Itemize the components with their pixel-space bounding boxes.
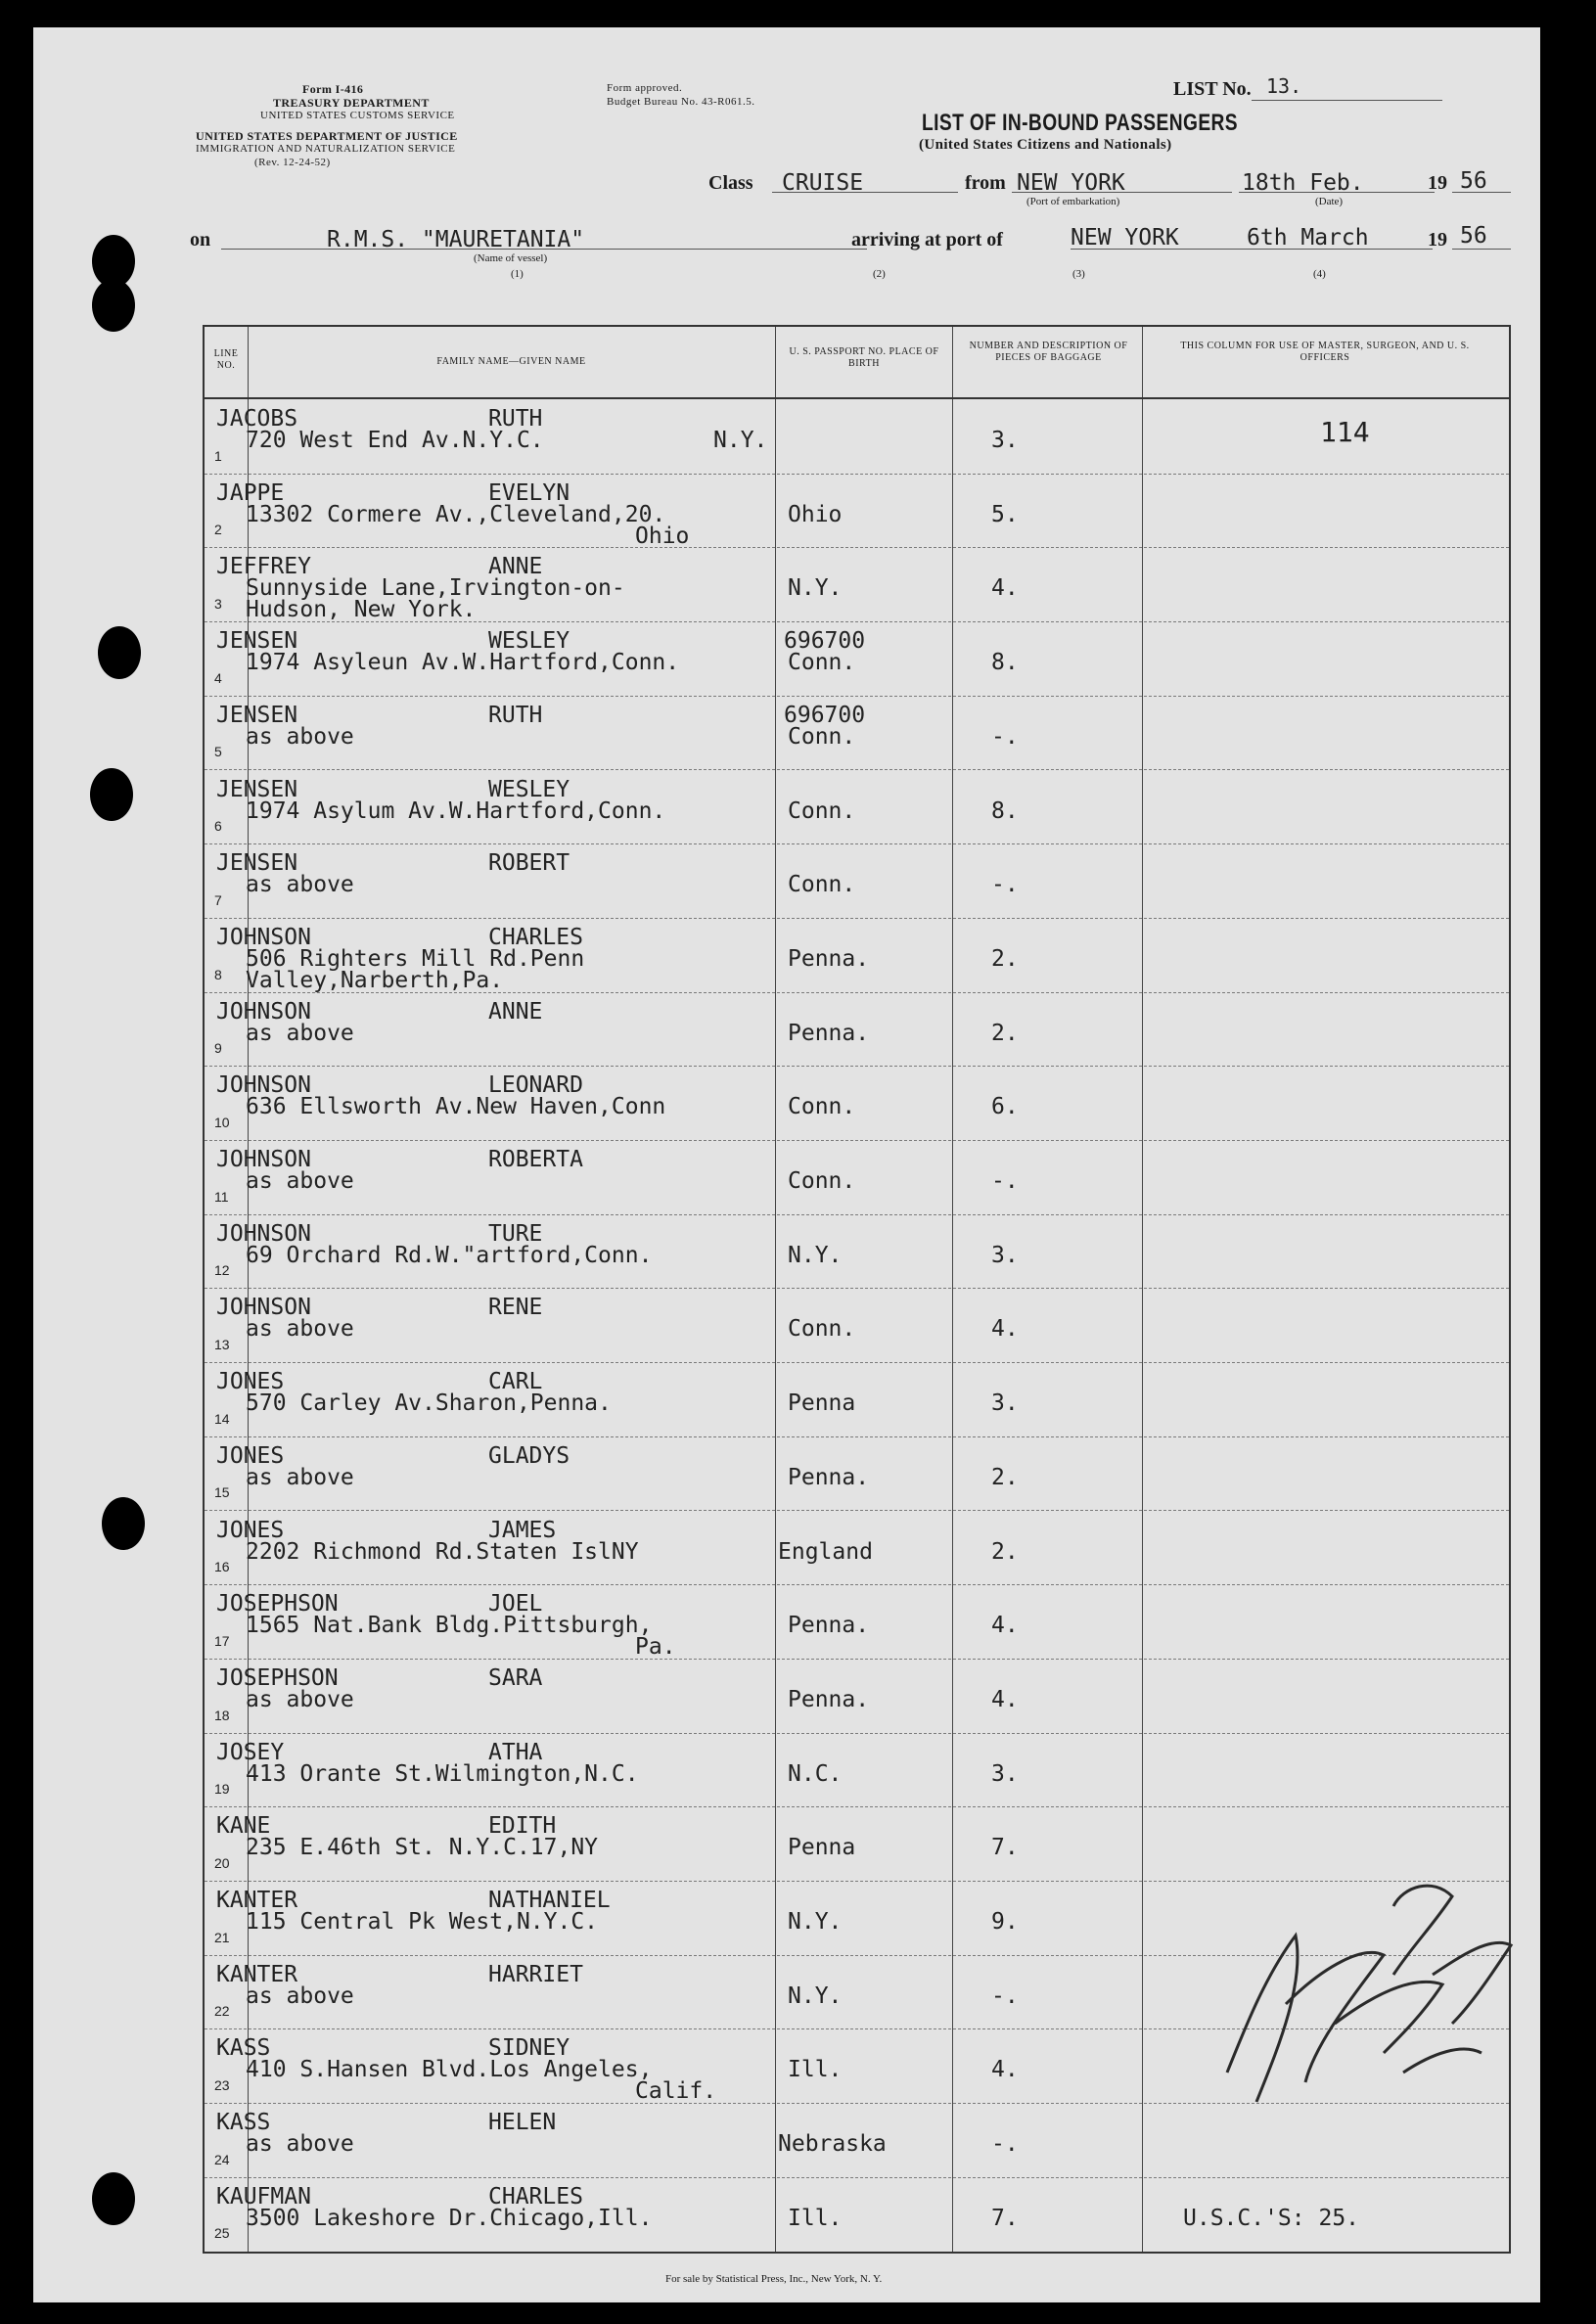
form-number: Form I-416: [302, 82, 364, 96]
baggage-count: 3.: [991, 1242, 1019, 1268]
given-name: NATHANIEL: [488, 1888, 611, 1913]
table-row: [205, 1288, 1509, 1362]
line-number: 24: [214, 2151, 230, 2167]
baggage-count: -.: [991, 723, 1019, 750]
given-name: CHARLES: [488, 2183, 583, 2210]
line-number: 7: [214, 891, 222, 908]
address-line-1: 410 S.Hansen Blvd.Los Angeles,: [246, 2057, 653, 2083]
baggage-count: 4.: [991, 1613, 1019, 1639]
baggage-count: 4.: [991, 2057, 1019, 2083]
family-name: JONES: [216, 1517, 285, 1543]
baggage-count: 4.: [991, 1686, 1019, 1712]
customs-label: UNITED STATES CUSTOMS SERVICE: [260, 110, 455, 121]
table-row: [205, 1436, 1509, 1511]
vessel-caption: (Name of vessel): [474, 252, 548, 264]
place-of-birth: Penna.: [788, 1464, 870, 1490]
ins-label: IMMIGRATION AND NATURALIZATION SERVICE: [196, 143, 456, 155]
line-number: 3: [214, 596, 222, 613]
punch-hole: [92, 2172, 135, 2225]
table-row: [205, 1362, 1509, 1436]
table-row: [205, 918, 1509, 992]
given-name: GLADYS: [488, 1442, 570, 1469]
family-name: JENSEN: [216, 628, 298, 655]
col-header-name: FAMILY NAME—GIVEN NAME: [436, 356, 586, 367]
given-name: ATHA: [488, 1739, 543, 1765]
family-name: KANTER: [216, 1888, 298, 1913]
line-number: 4: [214, 669, 222, 686]
line-number: 9: [214, 1040, 222, 1057]
given-name: ANNE: [488, 554, 543, 580]
place-of-birth: Penna.: [788, 1686, 870, 1712]
address-line-1: 69 Orchard Rd.W."artford,Conn.: [246, 1242, 653, 1268]
baggage-count: 5.: [991, 501, 1019, 527]
line-number: 16: [214, 1559, 230, 1575]
place-of-birth: England: [778, 1538, 873, 1565]
baggage-count: 8.: [991, 650, 1019, 676]
given-name: ROBERT: [488, 850, 570, 877]
place-of-birth: N.C.: [788, 1760, 843, 1787]
family-name: JONES: [216, 1442, 285, 1469]
given-name: SIDNEY: [488, 2035, 570, 2062]
line-number: 6: [214, 818, 222, 835]
caption-1: (1): [511, 268, 524, 280]
address-line-2: Valley,Narberth,Pa.: [246, 967, 504, 993]
address-line-1: 413 Orante St.Wilmington,N.C.: [246, 1760, 639, 1787]
address-line-1: as above: [246, 1020, 354, 1046]
baggage-count: 4.: [991, 575, 1019, 602]
family-name: JEFFREY: [216, 554, 311, 580]
family-name: JOHNSON: [216, 924, 311, 950]
given-name: WESLEY: [488, 776, 570, 802]
officer-note: 114: [1320, 416, 1370, 448]
line-number: 19: [214, 1781, 230, 1798]
address-line-1: 235 E.46th St. N.Y.C.17,NY: [246, 1835, 599, 1861]
address-line-1: 13302 Cormere Av.,Cleveland,20.: [246, 501, 666, 527]
line-number: 14: [214, 1410, 230, 1427]
address-line-1: 2202 Richmond Rd.Staten IslNY: [246, 1538, 639, 1565]
given-name: JOEL: [488, 1591, 543, 1618]
family-name: JOHNSON: [216, 1295, 311, 1321]
line-number: 18: [214, 1707, 230, 1723]
place-of-birth: Conn.: [788, 797, 856, 824]
family-name: JACOBS: [216, 406, 298, 432]
family-name: JENSEN: [216, 702, 298, 728]
family-name: JOHNSON: [216, 1220, 311, 1247]
from-label: from: [965, 172, 1006, 194]
address-line-1: 720 West End Av.N.Y.C.: [246, 428, 544, 453]
given-name: ANNE: [488, 998, 543, 1025]
address-inline: N.Y.: [713, 428, 768, 453]
arrival-date: 6th March: [1247, 225, 1369, 251]
col-header-passport: U. S. PASSPORT NO. PLACE OF BIRTH: [789, 346, 939, 369]
place-of-birth: Conn.: [788, 872, 856, 898]
family-name: JOHNSON: [216, 1147, 311, 1172]
page-subtitle: (United States Citizens and Nationals): [919, 137, 1172, 153]
line-number: 10: [214, 1114, 230, 1130]
given-name: CHARLES: [488, 924, 583, 950]
line-number: 20: [214, 1854, 230, 1871]
family-name: KANTER: [216, 1961, 298, 1987]
line-number: 1: [214, 447, 222, 464]
date-caption: (Date): [1315, 196, 1344, 207]
punch-hole: [98, 626, 141, 679]
address-line-1: 1974 Asyleun Av.W.Hartford,Conn.: [246, 650, 680, 676]
place-of-birth: Ohio: [788, 501, 843, 527]
family-name: JENSEN: [216, 776, 298, 802]
baggage-count: 2.: [991, 945, 1019, 972]
caption-3: (3): [1072, 268, 1085, 280]
table-row: [205, 1584, 1509, 1659]
address-line-1: 3500 Lakeshore Dr.Chicago,Ill.: [246, 2205, 653, 2231]
arrival-year-prefix: 19: [1428, 229, 1447, 251]
baggage-count: 7.: [991, 1835, 1019, 1861]
baggage-count: 9.: [991, 1909, 1019, 1935]
baggage-count: 7.: [991, 2205, 1019, 2231]
place-of-birth: Nebraska: [778, 2131, 887, 2158]
address-line-1: Sunnyside Lane,Irvington-on-: [246, 575, 625, 602]
baggage-count: -.: [991, 1168, 1019, 1194]
given-name: EDITH: [488, 1813, 557, 1840]
place-of-birth: Ill.: [788, 2057, 843, 2083]
address-line-1: 506 Righters Mill Rd.Penn: [246, 945, 585, 972]
baggage-count: 3.: [991, 1390, 1019, 1417]
given-name: WESLEY: [488, 628, 570, 655]
justice-label: UNITED STATES DEPARTMENT OF JUSTICE: [196, 129, 458, 143]
place-of-birth: N.Y.: [788, 1909, 843, 1935]
port-caption: (Port of embarkation): [1026, 196, 1120, 207]
list-number-label: LIST No.: [1173, 78, 1252, 100]
given-name: JAMES: [488, 1517, 557, 1543]
form-approved: Form approved.: [607, 82, 683, 94]
line-number: 5: [214, 744, 222, 760]
table-row: [205, 2177, 1509, 2252]
officer-note: U.S.C.'S: 25.: [1183, 2205, 1360, 2231]
table-row: [205, 843, 1509, 918]
given-name: RUTH: [488, 406, 543, 432]
family-name: JONES: [216, 1369, 285, 1395]
address-line-2: Ohio: [635, 523, 690, 549]
table-row: [205, 1733, 1509, 1807]
caption-2: (2): [873, 268, 886, 280]
family-name: JENSEN: [216, 850, 298, 877]
line-number: 23: [214, 2077, 230, 2094]
place-of-birth: N.Y.: [788, 575, 843, 602]
revision-label: (Rev. 12-24-52): [254, 157, 331, 168]
baggage-count: -.: [991, 2131, 1019, 2158]
family-name: JOSEPHSON: [216, 1664, 339, 1691]
from-value: NEW YORK: [1017, 170, 1125, 196]
table-row: [205, 1214, 1509, 1289]
family-name: KASS: [216, 2110, 271, 2136]
line-number: 13: [214, 1337, 230, 1353]
given-name: ROBERTA: [488, 1147, 583, 1172]
place-of-birth: Conn.: [788, 1094, 856, 1120]
line-number: 21: [214, 1929, 230, 1945]
place-of-birth: Penna: [788, 1835, 856, 1861]
line-number: 25: [214, 2225, 230, 2242]
line-number: 2: [214, 522, 222, 538]
address-line-1: as above: [246, 872, 354, 898]
class-label: Class: [708, 172, 753, 194]
list-number: 13.: [1266, 74, 1302, 98]
page-title: LIST OF IN-BOUND PASSENGERS: [922, 110, 1238, 136]
address-line-1: 115 Central Pk West,N.Y.C.: [246, 1909, 599, 1935]
baggage-count: 2.: [991, 1538, 1019, 1565]
baggage-count: 4.: [991, 1316, 1019, 1343]
address-line-1: as above: [246, 1168, 354, 1194]
place-of-birth: Conn.: [788, 650, 856, 676]
year-value: 56: [1460, 168, 1487, 194]
on-label: on: [190, 229, 211, 251]
place-of-birth: Penna.: [788, 945, 870, 972]
table-row: [205, 399, 1509, 474]
place-of-birth: Penna.: [788, 1020, 870, 1046]
given-name: EVELYN: [488, 479, 570, 506]
baggage-count: 8.: [991, 797, 1019, 824]
address-line-2: Pa.: [635, 1634, 676, 1661]
family-name: KAUFMAN: [216, 2183, 311, 2210]
address-line-2: Calif.: [635, 2078, 717, 2105]
table-row: [205, 696, 1509, 770]
given-name: LEONARD: [488, 1072, 583, 1099]
table-row: [205, 547, 1509, 621]
line-number: 8: [214, 966, 222, 982]
address-line-1: as above: [246, 1982, 354, 2009]
given-name: RUTH: [488, 702, 543, 728]
family-name: JAPPE: [216, 479, 285, 506]
address-line-2: Hudson, New York.: [246, 597, 477, 623]
departure-date: 18th Feb.: [1242, 170, 1364, 196]
baggage-count: -.: [991, 872, 1019, 898]
given-name: SARA: [488, 1664, 543, 1691]
caption-4: (4): [1313, 268, 1326, 280]
punch-hole: [90, 768, 133, 821]
table-row: [205, 621, 1509, 696]
address-line-1: as above: [246, 1464, 354, 1490]
year-prefix: 19: [1428, 172, 1447, 194]
place-of-birth: N.Y.: [788, 1982, 843, 2009]
family-name: JOSEPHSON: [216, 1591, 339, 1618]
address-line-1: 1974 Asylum Av.W.Hartford,Conn.: [246, 797, 666, 824]
given-name: HARRIET: [488, 1961, 583, 1987]
line-number: 11: [214, 1188, 229, 1205]
treasury-label: TREASURY DEPARTMENT: [273, 96, 430, 110]
table-row: [205, 474, 1509, 548]
baggage-count: 3.: [991, 428, 1019, 453]
arrival-port: NEW YORK: [1071, 225, 1179, 251]
family-name: JOHNSON: [216, 1072, 311, 1099]
officer-signature: [1188, 1847, 1540, 2161]
col-header-line: LINE NO.: [213, 348, 239, 371]
vessel-name: R.M.S. "MAURETANIA": [327, 227, 585, 252]
given-name: RENE: [488, 1295, 543, 1321]
table-row: [205, 1659, 1509, 1733]
address-line-1: as above: [246, 1316, 354, 1343]
line-number: 12: [214, 1262, 230, 1279]
table-row: [205, 1066, 1509, 1140]
address-line-1: as above: [246, 2131, 354, 2158]
place-of-birth: Penna: [788, 1390, 856, 1417]
baggage-count: 2.: [991, 1020, 1019, 1046]
footer-note: For sale by Statistical Press, Inc., New York, N. Y.: [665, 2273, 883, 2285]
col-header-officers: THIS COLUMN FOR USE OF MASTER, SURGEON, AND U. S. OFFICERS: [1180, 341, 1470, 363]
baggage-count: -.: [991, 1982, 1019, 2009]
manifest-page: [33, 27, 1540, 2302]
baggage-count: 6.: [991, 1094, 1019, 1120]
punch-hole: [92, 279, 135, 332]
family-name: KASS: [216, 2035, 271, 2062]
place-of-birth: Conn.: [788, 1168, 856, 1194]
baggage-count: 2.: [991, 1464, 1019, 1490]
passport-number: 696700: [784, 628, 866, 655]
place-of-birth: Conn.: [788, 1316, 856, 1343]
arriving-label: arriving at port of: [851, 229, 1003, 251]
place-of-birth: Conn.: [788, 723, 856, 750]
given-name: HELEN: [488, 2110, 557, 2136]
table-row: [205, 770, 1509, 844]
table-row: [205, 992, 1509, 1067]
address-line-1: 570 Carley Av.Sharon,Penna.: [246, 1390, 612, 1417]
given-name: CARL: [488, 1369, 543, 1395]
col-header-baggage: NUMBER AND DESCRIPTION OF PIECES OF BAGGAGE: [969, 341, 1128, 363]
address-line-1: 1565 Nat.Bank Bldg.Pittsburgh,: [246, 1613, 653, 1639]
table-row: [205, 1511, 1509, 1585]
punch-hole: [102, 1497, 145, 1550]
arrival-year: 56: [1460, 223, 1487, 249]
place-of-birth: Penna.: [788, 1613, 870, 1639]
address-line-1: as above: [246, 723, 354, 750]
family-name: KANE: [216, 1813, 271, 1840]
place-of-birth: Ill.: [788, 2205, 843, 2231]
table-row: [205, 1140, 1509, 1214]
baggage-count: 3.: [991, 1760, 1019, 1787]
class-value: CRUISE: [782, 170, 864, 196]
address-line-1: as above: [246, 1686, 354, 1712]
family-name: JOHNSON: [216, 998, 311, 1025]
family-name: JOSEY: [216, 1739, 285, 1765]
line-number: 15: [214, 1484, 230, 1501]
line-number: 22: [214, 2003, 230, 2020]
address-line-1: 636 Ellsworth Av.New Haven,Conn: [246, 1094, 666, 1120]
place-of-birth: N.Y.: [788, 1242, 843, 1268]
budget-bureau: Budget Bureau No. 43-R061.5.: [607, 96, 755, 108]
line-number: 17: [214, 1632, 230, 1649]
given-name: TURE: [488, 1220, 543, 1247]
passport-number: 696700: [784, 702, 866, 728]
